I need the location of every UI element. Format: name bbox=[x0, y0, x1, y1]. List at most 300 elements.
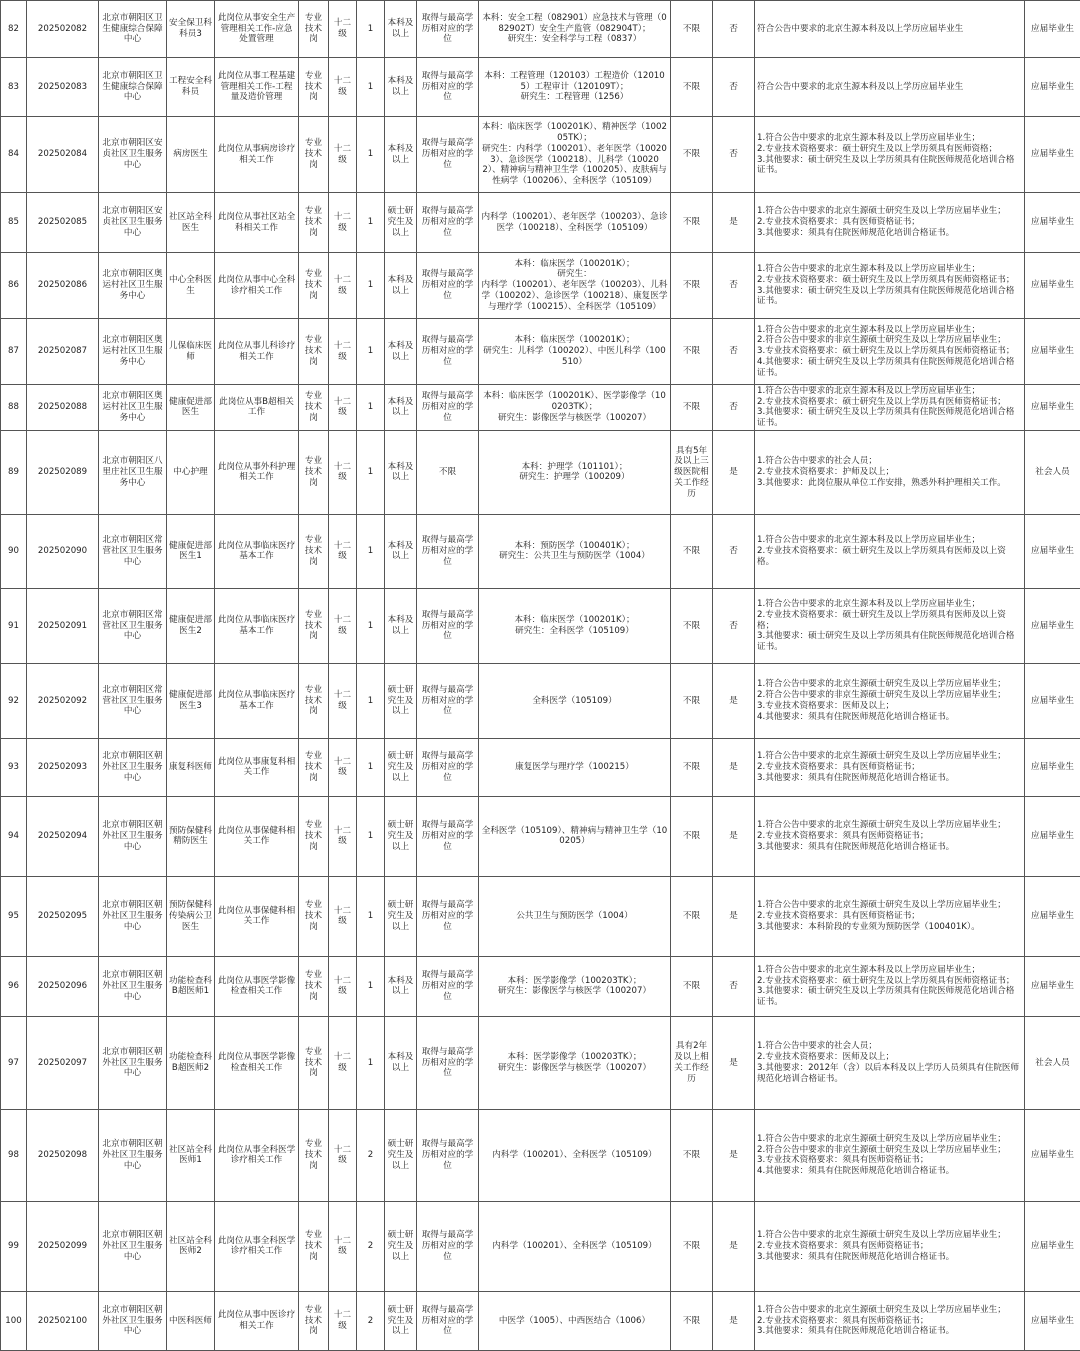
table-row bbox=[1, 796, 1080, 876]
position-name: 社区站全科医师2 bbox=[167, 1201, 215, 1291]
position-description: 此岗位从事病房诊疗相关工作 bbox=[215, 117, 299, 193]
row-number: 82 bbox=[1, 1, 27, 58]
major-requirement: 中医学（1005）、中西医结合（1006） bbox=[479, 1291, 671, 1350]
employer-unit: 北京市朝阳区朝外社区卫生服务中心 bbox=[99, 1109, 167, 1201]
education-requirement: 本科及以上 bbox=[385, 956, 417, 1016]
row-number: 89 bbox=[1, 430, 27, 514]
position-type: 专业技术岗 bbox=[299, 385, 329, 431]
table-row bbox=[1, 588, 1080, 663]
education-requirement: 硕士研究生及以上 bbox=[385, 1109, 417, 1201]
table-row bbox=[1, 319, 1080, 385]
hire-count: 1 bbox=[357, 319, 385, 385]
education-requirement: 硕士研究生及以上 bbox=[385, 738, 417, 796]
exam-flag: 是 bbox=[713, 193, 755, 253]
table-row bbox=[1, 430, 1080, 514]
hire-count: 2 bbox=[357, 1201, 385, 1291]
exam-flag: 否 bbox=[713, 319, 755, 385]
position-code: 202502088 bbox=[27, 385, 99, 431]
position-description: 此岗位从事临床医疗基本工作 bbox=[215, 514, 299, 588]
position-description: 此岗位从事康复科相关工作 bbox=[215, 738, 299, 796]
other-conditions: 1.符合公告中要求的北京生源硕士研究生及以上学历应届毕业生； 2.专业技术资格要求：具有医师资格证书； 3.其他要求：须具有住院医师规范化培训合格证书。 bbox=[755, 738, 1025, 796]
position-level: 十二级 bbox=[329, 956, 357, 1016]
applicant-category: 应届毕业生 bbox=[1025, 1109, 1080, 1201]
position-type: 专业技术岗 bbox=[299, 514, 329, 588]
exam-flag: 是 bbox=[713, 738, 755, 796]
employer-unit: 北京市朝阳区常营社区卫生服务中心 bbox=[99, 514, 167, 588]
education-requirement: 本科及以上 bbox=[385, 117, 417, 193]
applicant-category: 应届毕业生 bbox=[1025, 253, 1080, 319]
other-conditions: 1.符合公告中要求的北京生源本科及以上学历应届毕业生； 2.专业技术资格要求：硕士研究生及以上学历须具有医师及以上资格； 3.其他要求：硕士研究生及以上学历须具有住院医师规范化培训合格证书。 bbox=[755, 588, 1025, 663]
applicant-category: 应届毕业生 bbox=[1025, 193, 1080, 253]
education-requirement: 本科及以上 bbox=[385, 430, 417, 514]
position-code: 202502098 bbox=[27, 1109, 99, 1201]
row-number: 93 bbox=[1, 738, 27, 796]
degree-requirement: 取得与最高学历相对应的学位 bbox=[417, 319, 479, 385]
position-name: 社区站全科医生 bbox=[167, 193, 215, 253]
position-type: 专业技术岗 bbox=[299, 663, 329, 738]
table-body bbox=[1, 1, 1080, 1351]
row-number: 98 bbox=[1, 1109, 27, 1201]
exam-flag: 否 bbox=[713, 58, 755, 117]
applicant-category: 应届毕业生 bbox=[1025, 588, 1080, 663]
major-requirement: 全科医学（105109）、精神病与精神卫生学（100205） bbox=[479, 796, 671, 876]
table-row bbox=[1, 663, 1080, 738]
hire-count: 2 bbox=[357, 1109, 385, 1201]
position-code: 202502090 bbox=[27, 514, 99, 588]
position-name: 安全保卫科科员3 bbox=[167, 1, 215, 58]
position-type: 专业技术岗 bbox=[299, 796, 329, 876]
degree-requirement: 取得与最高学历相对应的学位 bbox=[417, 1201, 479, 1291]
row-number: 88 bbox=[1, 385, 27, 431]
exam-flag: 否 bbox=[713, 956, 755, 1016]
exam-flag: 是 bbox=[713, 1109, 755, 1201]
major-requirement: 内科学（100201）、全科医学（105109） bbox=[479, 1201, 671, 1291]
applicant-category: 应届毕业生 bbox=[1025, 956, 1080, 1016]
other-conditions: 1.符合公告中要求的北京生源本科及以上学历应届毕业生； 2.专业技术资格要求：硕士研究生及以上学历须具有医师资格； 3.其他要求：硕士研究生及以上学历须具有住院医师规范化培训合格证书。 bbox=[755, 117, 1025, 193]
experience-requirement: 具有2年及以上相关工作经历 bbox=[671, 1016, 713, 1109]
position-description: 此岗位从事全科医学诊疗相关工作 bbox=[215, 1201, 299, 1291]
employer-unit: 北京市朝阳区朝外社区卫生服务中心 bbox=[99, 956, 167, 1016]
major-requirement: 内科学（100201）、老年医学（100203）、急诊医学（100218）、全科医学（105109） bbox=[479, 193, 671, 253]
experience-requirement: 不限 bbox=[671, 663, 713, 738]
degree-requirement: 取得与最高学历相对应的学位 bbox=[417, 385, 479, 431]
position-code: 202502100 bbox=[27, 1291, 99, 1350]
position-code: 202502087 bbox=[27, 319, 99, 385]
row-number: 87 bbox=[1, 319, 27, 385]
position-level: 十二级 bbox=[329, 588, 357, 663]
exam-flag: 是 bbox=[713, 876, 755, 956]
other-conditions: 1.符合公告中要求的北京生源硕士研究生及以上学历应届毕业生； 2.专业技术资格要求：具有医师资格证书； 3.其他要求：须具有住院医师规范化培训合格证书。 bbox=[755, 193, 1025, 253]
applicant-category: 应届毕业生 bbox=[1025, 663, 1080, 738]
position-level: 十二级 bbox=[329, 385, 357, 431]
applicant-category: 应届毕业生 bbox=[1025, 1201, 1080, 1291]
row-number: 96 bbox=[1, 956, 27, 1016]
table-row bbox=[1, 1109, 1080, 1201]
position-name: 康复科医师 bbox=[167, 738, 215, 796]
applicant-category: 应届毕业生 bbox=[1025, 385, 1080, 431]
experience-requirement: 不限 bbox=[671, 1201, 713, 1291]
experience-requirement: 不限 bbox=[671, 738, 713, 796]
applicant-category: 社会人员 bbox=[1025, 430, 1080, 514]
exam-flag: 是 bbox=[713, 796, 755, 876]
position-name: 预防保健科精防医生 bbox=[167, 796, 215, 876]
position-code: 202502083 bbox=[27, 58, 99, 117]
hire-count: 1 bbox=[357, 796, 385, 876]
position-name: 健康促进部医生3 bbox=[167, 663, 215, 738]
education-requirement: 硕士研究生及以上 bbox=[385, 876, 417, 956]
education-requirement: 本科及以上 bbox=[385, 588, 417, 663]
experience-requirement: 不限 bbox=[671, 1291, 713, 1350]
degree-requirement: 不限 bbox=[417, 430, 479, 514]
position-description: 此岗位从事临床医疗基本工作 bbox=[215, 588, 299, 663]
applicant-category: 社会人员 bbox=[1025, 1016, 1080, 1109]
position-name: 中心护理 bbox=[167, 430, 215, 514]
major-requirement: 本科：临床医学（100201K）； 研究生： 内科学（100201）、老年医学（100203）、儿科学（100202）、急诊医学（100218）、康复医学与理疗学（100215）、全科医学（105109） bbox=[479, 253, 671, 319]
major-requirement: 本科：医学影像学（100203TK）； 研究生：影像医学与核医学（100207） bbox=[479, 1016, 671, 1109]
row-number: 85 bbox=[1, 193, 27, 253]
position-level: 十二级 bbox=[329, 1016, 357, 1109]
position-level: 十二级 bbox=[329, 58, 357, 117]
table-row bbox=[1, 956, 1080, 1016]
experience-requirement: 不限 bbox=[671, 319, 713, 385]
applicant-category: 应届毕业生 bbox=[1025, 796, 1080, 876]
position-level: 十二级 bbox=[329, 738, 357, 796]
table-row bbox=[1, 193, 1080, 253]
major-requirement: 本科：临床医学（100201K）； 研究生：儿科学（100202）、中医儿科学（100510） bbox=[479, 319, 671, 385]
degree-requirement: 取得与最高学历相对应的学位 bbox=[417, 876, 479, 956]
table-row bbox=[1, 876, 1080, 956]
employer-unit: 北京市朝阳区卫生健康综合保障中心 bbox=[99, 1, 167, 58]
position-description: 此岗位从事保健科相关工作 bbox=[215, 796, 299, 876]
other-conditions: 1.符合公告中要求的北京生源本科及以上学历应届毕业生； 2.专业技术资格要求：硕士研究生及以上学历须具有医师资格证书； 3.其他要求：硕士研究生及以上学历须具有住院医师规范化培训合格证书。 bbox=[755, 253, 1025, 319]
applicant-category: 应届毕业生 bbox=[1025, 1, 1080, 58]
position-description: 此岗位从事中医诊疗相关工作 bbox=[215, 1291, 299, 1350]
other-conditions: 1.符合公告中要求的北京生源本科及以上学历应届毕业生； 2.专业技术资格要求：硕士研究生及以上学历须具有医师资格证书； 3.其他要求：硕士研究生及以上学历须具有住院医师规范化培训合格证书。 bbox=[755, 956, 1025, 1016]
position-level: 十二级 bbox=[329, 1109, 357, 1201]
hire-count: 1 bbox=[357, 193, 385, 253]
position-description: 此岗位从事医学影像检查相关工作 bbox=[215, 956, 299, 1016]
education-requirement: 硕士研究生及以上 bbox=[385, 796, 417, 876]
position-type: 专业技术岗 bbox=[299, 956, 329, 1016]
degree-requirement: 取得与最高学历相对应的学位 bbox=[417, 1109, 479, 1201]
exam-flag: 否 bbox=[713, 514, 755, 588]
hire-count: 1 bbox=[357, 253, 385, 319]
employer-unit: 北京市朝阳区卫生健康综合保障中心 bbox=[99, 58, 167, 117]
position-name: 功能检查科B超医师2 bbox=[167, 1016, 215, 1109]
position-code: 202502097 bbox=[27, 1016, 99, 1109]
position-code: 202502085 bbox=[27, 193, 99, 253]
other-conditions: 1.符合公告中要求的北京生源硕士研究生及以上学历应届毕业生； 2.符合公告中要求的非京生源硕士研究生及以上学历应届毕业生； 3.专业技术资格要求：须具有医师资格证书； 4.其他要求：须具有住院医师规范化培训合格证书。 bbox=[755, 1109, 1025, 1201]
experience-requirement: 不限 bbox=[671, 514, 713, 588]
exam-flag: 是 bbox=[713, 1201, 755, 1291]
position-type: 专业技术岗 bbox=[299, 430, 329, 514]
position-code: 202502096 bbox=[27, 956, 99, 1016]
applicant-category: 应届毕业生 bbox=[1025, 514, 1080, 588]
position-description: 此岗位从事外科护理相关工作 bbox=[215, 430, 299, 514]
experience-requirement: 不限 bbox=[671, 385, 713, 431]
position-name: 儿保临床医师 bbox=[167, 319, 215, 385]
exam-flag: 否 bbox=[713, 385, 755, 431]
education-requirement: 硕士研究生及以上 bbox=[385, 663, 417, 738]
position-name: 中医科医师 bbox=[167, 1291, 215, 1350]
hire-count: 1 bbox=[357, 385, 385, 431]
major-requirement: 本科：医学影像学（100203TK）； 研究生：影像医学与核医学（100207） bbox=[479, 956, 671, 1016]
experience-requirement: 不限 bbox=[671, 1109, 713, 1201]
table-row bbox=[1, 385, 1080, 431]
hire-count: 1 bbox=[357, 117, 385, 193]
degree-requirement: 取得与最高学历相对应的学位 bbox=[417, 117, 479, 193]
position-type: 专业技术岗 bbox=[299, 738, 329, 796]
experience-requirement: 具有5年及以上三级医院相关工作经历 bbox=[671, 430, 713, 514]
hire-count: 1 bbox=[357, 430, 385, 514]
employer-unit: 北京市朝阳区安贞社区卫生服务中心 bbox=[99, 193, 167, 253]
position-code: 202502093 bbox=[27, 738, 99, 796]
position-level: 十二级 bbox=[329, 193, 357, 253]
major-requirement: 全科医学（105109） bbox=[479, 663, 671, 738]
exam-flag: 否 bbox=[713, 1, 755, 58]
employer-unit: 北京市朝阳区朝外社区卫生服务中心 bbox=[99, 1201, 167, 1291]
degree-requirement: 取得与最高学历相对应的学位 bbox=[417, 514, 479, 588]
other-conditions: 1.符合公告中要求的北京生源本科及以上学历应届毕业生； 2.符合公告中要求的非京生源硕士研究生及以上学历应届毕业生； 3.专业技术资格要求：硕士研究生及以上学历须具有医师资格证书； 4.其他要求：硕士研究生及以上学历须具有住院医师规范化培训合格证书。 bbox=[755, 319, 1025, 385]
employer-unit: 北京市朝阳区常营社区卫生服务中心 bbox=[99, 663, 167, 738]
position-type: 专业技术岗 bbox=[299, 117, 329, 193]
row-number: 92 bbox=[1, 663, 27, 738]
degree-requirement: 取得与最高学历相对应的学位 bbox=[417, 1291, 479, 1350]
position-code: 202502086 bbox=[27, 253, 99, 319]
position-name: 工程安全科科员 bbox=[167, 58, 215, 117]
experience-requirement: 不限 bbox=[671, 796, 713, 876]
position-type: 专业技术岗 bbox=[299, 1109, 329, 1201]
degree-requirement: 取得与最高学历相对应的学位 bbox=[417, 58, 479, 117]
table-row bbox=[1, 117, 1080, 193]
major-requirement: 本科：护理学（101101）； 研究生：护理学（100209） bbox=[479, 430, 671, 514]
position-code: 202502089 bbox=[27, 430, 99, 514]
exam-flag: 否 bbox=[713, 588, 755, 663]
other-conditions: 1.符合公告中要求的北京生源本科及以上学历应届毕业生； 2.专业技术资格要求：硕士研究生及以上学历须具有医师及以上资格。 bbox=[755, 514, 1025, 588]
experience-requirement: 不限 bbox=[671, 956, 713, 1016]
education-requirement: 本科及以上 bbox=[385, 385, 417, 431]
experience-requirement: 不限 bbox=[671, 253, 713, 319]
hire-count: 1 bbox=[357, 663, 385, 738]
exam-flag: 是 bbox=[713, 1016, 755, 1109]
other-conditions: 1.符合公告中要求的北京生源本科及以上学历应届毕业生； 2.专业技术资格要求：硕士研究生及以上学历具有医师资格证书； 3.其他要求：硕士研究生及以上学历须具有住院医师规范化培训合格证书。 bbox=[755, 385, 1025, 431]
position-description: 此岗位从事儿科诊疗相关工作 bbox=[215, 319, 299, 385]
experience-requirement: 不限 bbox=[671, 117, 713, 193]
employer-unit: 北京市朝阳区奥运村社区卫生服务中心 bbox=[99, 385, 167, 431]
table-row bbox=[1, 1, 1080, 58]
degree-requirement: 取得与最高学历相对应的学位 bbox=[417, 738, 479, 796]
position-type: 专业技术岗 bbox=[299, 193, 329, 253]
position-name: 病房医生 bbox=[167, 117, 215, 193]
degree-requirement: 取得与最高学历相对应的学位 bbox=[417, 1016, 479, 1109]
table-row bbox=[1, 1291, 1080, 1350]
position-level: 十二级 bbox=[329, 876, 357, 956]
table-row bbox=[1, 1016, 1080, 1109]
applicant-category: 应届毕业生 bbox=[1025, 58, 1080, 117]
position-type: 专业技术岗 bbox=[299, 1201, 329, 1291]
position-type: 专业技术岗 bbox=[299, 1, 329, 58]
education-requirement: 硕士研究生及以上 bbox=[385, 1201, 417, 1291]
experience-requirement: 不限 bbox=[671, 588, 713, 663]
position-name: 中心全科医生 bbox=[167, 253, 215, 319]
major-requirement: 康复医学与理疗学（100215） bbox=[479, 738, 671, 796]
position-description: 此岗位从事全科医学诊疗相关工作 bbox=[215, 1109, 299, 1201]
table-row bbox=[1, 1201, 1080, 1291]
degree-requirement: 取得与最高学历相对应的学位 bbox=[417, 588, 479, 663]
exam-flag: 否 bbox=[713, 117, 755, 193]
employer-unit: 北京市朝阳区朝外社区卫生服务中心 bbox=[99, 1291, 167, 1350]
hire-count: 2 bbox=[357, 1291, 385, 1350]
education-requirement: 硕士研究生及以上 bbox=[385, 1291, 417, 1350]
position-description: 此岗位从事社区站全科相关工作 bbox=[215, 193, 299, 253]
row-number: 100 bbox=[1, 1291, 27, 1350]
hire-count: 1 bbox=[357, 1, 385, 58]
other-conditions: 符合公告中要求的北京生源本科及以上学历应届毕业生 bbox=[755, 1, 1025, 58]
major-requirement: 公共卫生与预防医学（1004） bbox=[479, 876, 671, 956]
employer-unit: 北京市朝阳区常营社区卫生服务中心 bbox=[99, 588, 167, 663]
employer-unit: 北京市朝阳区朝外社区卫生服务中心 bbox=[99, 1016, 167, 1109]
position-description: 此岗位从事医学影像检查相关工作 bbox=[215, 1016, 299, 1109]
position-type: 专业技术岗 bbox=[299, 58, 329, 117]
degree-requirement: 取得与最高学历相对应的学位 bbox=[417, 193, 479, 253]
experience-requirement: 不限 bbox=[671, 58, 713, 117]
position-description: 此岗位从事临床医疗基本工作 bbox=[215, 663, 299, 738]
hire-count: 1 bbox=[357, 514, 385, 588]
position-type: 专业技术岗 bbox=[299, 1291, 329, 1350]
position-name: 健康促进部医生 bbox=[167, 385, 215, 431]
education-requirement: 本科及以上 bbox=[385, 514, 417, 588]
applicant-category: 应届毕业生 bbox=[1025, 738, 1080, 796]
position-code: 202502084 bbox=[27, 117, 99, 193]
hire-count: 1 bbox=[357, 58, 385, 117]
exam-flag: 否 bbox=[713, 253, 755, 319]
table-row bbox=[1, 58, 1080, 117]
row-number: 97 bbox=[1, 1016, 27, 1109]
row-number: 86 bbox=[1, 253, 27, 319]
position-level: 十二级 bbox=[329, 117, 357, 193]
position-type: 专业技术岗 bbox=[299, 253, 329, 319]
position-level: 十二级 bbox=[329, 514, 357, 588]
position-level: 十二级 bbox=[329, 1, 357, 58]
education-requirement: 本科及以上 bbox=[385, 319, 417, 385]
position-code: 202502095 bbox=[27, 876, 99, 956]
position-code: 202502099 bbox=[27, 1201, 99, 1291]
degree-requirement: 取得与最高学历相对应的学位 bbox=[417, 956, 479, 1016]
table-row bbox=[1, 253, 1080, 319]
major-requirement: 本科：临床医学（100201K）； 研究生：全科医学（105109） bbox=[479, 588, 671, 663]
education-requirement: 硕士研究生及以上 bbox=[385, 193, 417, 253]
other-conditions: 1.符合公告中要求的北京生源硕士研究生及以上学历应届毕业生； 2.专业技术资格要求：须具有医师资格证书； 3.其他要求：须具有住院医师规范化培训合格证书。 bbox=[755, 796, 1025, 876]
position-description: 此岗位从事工程基建管理相关工作-工程量及造价管理 bbox=[215, 58, 299, 117]
table-row bbox=[1, 738, 1080, 796]
table-row bbox=[1, 514, 1080, 588]
other-conditions: 符合公告中要求的北京生源本科及以上学历应届毕业生 bbox=[755, 58, 1025, 117]
position-name: 社区站全科医师1 bbox=[167, 1109, 215, 1201]
degree-requirement: 取得与最高学历相对应的学位 bbox=[417, 663, 479, 738]
education-requirement: 本科及以上 bbox=[385, 1, 417, 58]
position-level: 十二级 bbox=[329, 1291, 357, 1350]
position-name: 健康促进部医生1 bbox=[167, 514, 215, 588]
hire-count: 1 bbox=[357, 876, 385, 956]
experience-requirement: 不限 bbox=[671, 1, 713, 58]
row-number: 95 bbox=[1, 876, 27, 956]
row-number: 91 bbox=[1, 588, 27, 663]
major-requirement: 内科学（100201）、全科医学（105109） bbox=[479, 1109, 671, 1201]
major-requirement: 本科：安全工程（082901）应急技术与管理（082902T）安全生产监管（082904T）； 研究生：安全科学与工程（0837） bbox=[479, 1, 671, 58]
position-type: 专业技术岗 bbox=[299, 588, 329, 663]
education-requirement: 本科及以上 bbox=[385, 253, 417, 319]
position-level: 十二级 bbox=[329, 1201, 357, 1291]
experience-requirement: 不限 bbox=[671, 876, 713, 956]
degree-requirement: 取得与最高学历相对应的学位 bbox=[417, 1, 479, 58]
employer-unit: 北京市朝阳区安贞社区卫生服务中心 bbox=[99, 117, 167, 193]
position-level: 十二级 bbox=[329, 430, 357, 514]
other-conditions: 1.符合公告中要求的社会人员； 2.专业技术资格要求：医师及以上； 3.其他要求：2012年（含）以后本科及以上学历人员须具有住院医师规范化培训合格证书。 bbox=[755, 1016, 1025, 1109]
education-requirement: 本科及以上 bbox=[385, 1016, 417, 1109]
other-conditions: 1.符合公告中要求的北京生源硕士研究生及以上学历应届毕业生； 2.专业技术资格要求：须具有医师资格证书； 3.其他要求：须具有住院医师规范化培训合格证书。 bbox=[755, 1201, 1025, 1291]
degree-requirement: 取得与最高学历相对应的学位 bbox=[417, 796, 479, 876]
major-requirement: 本科：预防医学（100401K）； 研究生：公共卫生与预防医学（1004） bbox=[479, 514, 671, 588]
exam-flag: 是 bbox=[713, 430, 755, 514]
major-requirement: 本科：临床医学（100201K）、医学影像学（100203TK）； 研究生：影像医学与核医学（100207） bbox=[479, 385, 671, 431]
row-number: 83 bbox=[1, 58, 27, 117]
other-conditions: 1.符合公告中要求的北京生源硕士研究生及以上学历应届毕业生； 2.专业技术资格要求：须具有医师资格证书； 3.其他要求：须具有住院医师规范化培训合格证书。 bbox=[755, 1291, 1025, 1350]
major-requirement: 本科：临床医学（100201K）、精神医学（100205TK）； 研究生：内科学（100201）、老年医学（100203）、急诊医学（100218）、儿科学（100202）、精神病与精神卫生学（100205）、皮肤病与性病学（100206）、全科医学（105109） bbox=[479, 117, 671, 193]
applicant-category: 应届毕业生 bbox=[1025, 1291, 1080, 1350]
position-description: 此岗位从事保健科相关工作 bbox=[215, 876, 299, 956]
position-code: 202502094 bbox=[27, 796, 99, 876]
employer-unit: 北京市朝阳区朝外社区卫生服务中心 bbox=[99, 738, 167, 796]
position-level: 十二级 bbox=[329, 663, 357, 738]
position-level: 十二级 bbox=[329, 796, 357, 876]
row-number: 99 bbox=[1, 1201, 27, 1291]
position-name: 功能检查科B超医师1 bbox=[167, 956, 215, 1016]
applicant-category: 应届毕业生 bbox=[1025, 117, 1080, 193]
education-requirement: 本科及以上 bbox=[385, 58, 417, 117]
row-number: 94 bbox=[1, 796, 27, 876]
major-requirement: 本科：工程管理（120103）工程造价（120105）工程审计（120109T）； 研究生：工程管理（1256） bbox=[479, 58, 671, 117]
exam-flag: 是 bbox=[713, 663, 755, 738]
applicant-category: 应届毕业生 bbox=[1025, 319, 1080, 385]
position-level: 十二级 bbox=[329, 319, 357, 385]
other-conditions: 1.符合公告中要求的社会人员； 2.专业技术资格要求：护师及以上； 3.其他要求：此岗位服从单位工作安排，熟悉外科护理相关工作。 bbox=[755, 430, 1025, 514]
applicant-category: 应届毕业生 bbox=[1025, 876, 1080, 956]
row-number: 84 bbox=[1, 117, 27, 193]
experience-requirement: 不限 bbox=[671, 193, 713, 253]
hire-count: 1 bbox=[357, 738, 385, 796]
employer-unit: 北京市朝阳区朝外社区卫生服务中心 bbox=[99, 796, 167, 876]
employer-unit: 北京市朝阳区朝外社区卫生服务中心 bbox=[99, 876, 167, 956]
position-description: 此岗位从事安全生产管理相关工作-应急处置管理 bbox=[215, 1, 299, 58]
hire-count: 1 bbox=[357, 588, 385, 663]
employer-unit: 北京市朝阳区奥运村社区卫生服务中心 bbox=[99, 319, 167, 385]
employer-unit: 北京市朝阳区八里庄社区卫生服务中心 bbox=[99, 430, 167, 514]
exam-flag: 是 bbox=[713, 1291, 755, 1350]
position-code: 202502082 bbox=[27, 1, 99, 58]
employer-unit: 北京市朝阳区奥运村社区卫生服务中心 bbox=[99, 253, 167, 319]
position-code: 202502091 bbox=[27, 588, 99, 663]
position-description: 此岗位从事中心全科诊疗相关工作 bbox=[215, 253, 299, 319]
position-type: 专业技术岗 bbox=[299, 319, 329, 385]
other-conditions: 1.符合公告中要求的北京生源硕士研究生及以上学历应届毕业生； 2.专业技术资格要求：具有医师资格证书； 3.其他要求：本科阶段的专业须为预防医学（100401K）。 bbox=[755, 876, 1025, 956]
other-conditions: 1.符合公告中要求的北京生源硕士研究生及以上学历应届毕业生； 2.符合公告中要求的非京生源硕士研究生及以上学历应届毕业生； 3.专业技术资格要求：医师及以上； 4.其他要求：须具有住院医师规范化培训合格证书。 bbox=[755, 663, 1025, 738]
degree-requirement: 取得与最高学历相对应的学位 bbox=[417, 253, 479, 319]
row-number: 90 bbox=[1, 514, 27, 588]
position-type: 专业技术岗 bbox=[299, 1016, 329, 1109]
hire-count: 1 bbox=[357, 956, 385, 1016]
position-name: 预防保健科传染病公卫医生 bbox=[167, 876, 215, 956]
hire-count: 1 bbox=[357, 1016, 385, 1109]
